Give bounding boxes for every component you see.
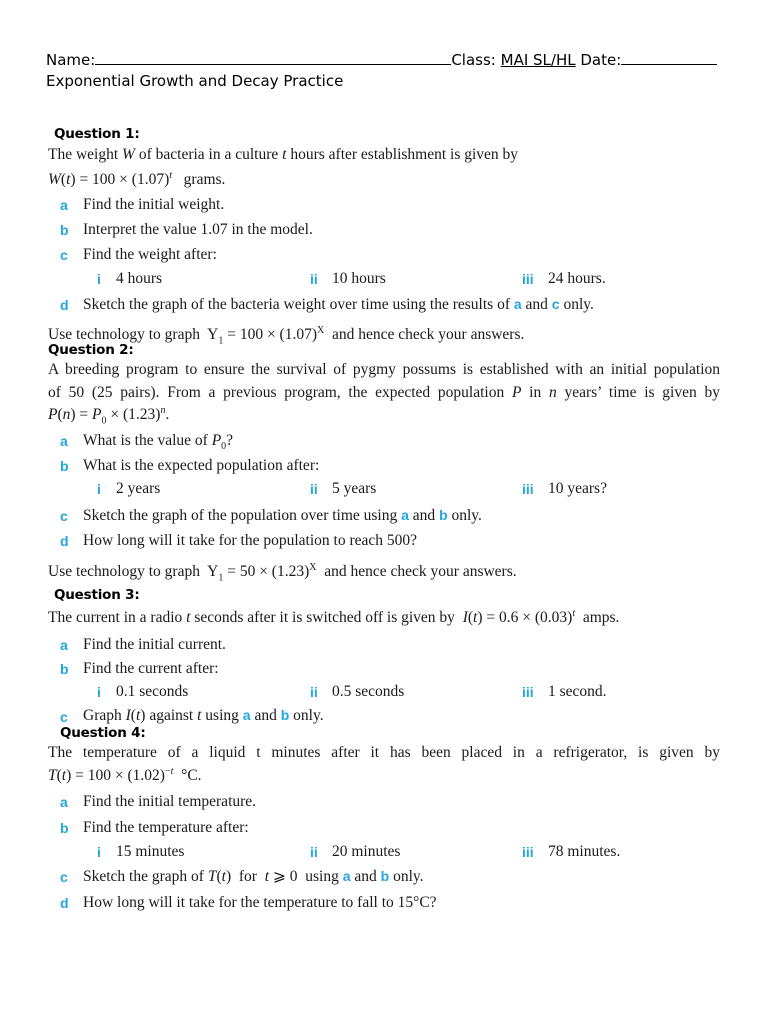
q2-stem-line2: of 50 (25 pairs). From a previous program, the expected population P in n years’ time is given by (48, 384, 720, 401)
q4-d-label: d (60, 895, 69, 911)
q4-stem-line2: $T(t) = 100 \times (1.02)^{-t}$ °C. (48, 766, 202, 785)
q1-c-i-text: 4 hours (116, 270, 163, 287)
q4-c-label: c (60, 869, 68, 885)
q2-stem-line1: A breeding program to ensure the survival of pygmy possums is established with an initial population (48, 361, 720, 378)
q3-a-label: a (60, 637, 68, 653)
q2-c-text: Sketch the graph of the population over time using a and b only. (83, 507, 482, 524)
q3-b-label: b (60, 661, 69, 677)
q1-c-i-label: i (97, 271, 101, 287)
q4-stem-line1: The temperature of a liquid t minutes after it has been placed in a refrigerator, is given by (48, 744, 720, 761)
q4-b-text: Find the temperature after: (83, 819, 249, 836)
q3-b-i-text: 0.1 seconds (116, 683, 189, 700)
header-row (46, 50, 717, 69)
q1-stem-line2: $W(t) = 100 \times (1.07)^t$ grams. (48, 170, 226, 189)
q4-b-iii-text: 78 minutes. (548, 843, 621, 860)
q2-d-label: d (60, 533, 69, 549)
q2-c-label: c (60, 508, 68, 524)
q2-b-ii-text: 5 years (332, 480, 377, 497)
q1-stem-line1: The weight W of bacteria in a culture t hours after establishment is given by (48, 146, 519, 163)
q4-b-label: b (60, 820, 69, 836)
q4-a-label: a (60, 794, 68, 810)
q2-a-label: a (60, 433, 68, 449)
class-value: MAI SL/HL (500, 51, 576, 69)
date-label: Date: (580, 51, 622, 69)
q1-b-text: Interpret the value 1.07 in the model. (83, 221, 313, 238)
q3-c-text: Graph I(t) against t using a and b only. (83, 707, 324, 724)
q4-b-ii-label: ii (310, 844, 318, 860)
q3-stem-line1: The current in a radio t seconds after it is switched off is given by $I(t) = 0.6 \times (0.03)^t$ amps. (48, 608, 620, 627)
class-label: Class: (451, 51, 496, 69)
name-blank (95, 50, 451, 65)
q2-technology-line: Use technology to graph $Y_1 = 50 \times (1.23)^X$ and hence check your answers. (48, 562, 517, 584)
q3-b-i-label: i (97, 684, 101, 700)
q2-b-i-label: i (97, 481, 101, 497)
page-title: Exponential Growth and Decay Practice (46, 72, 344, 90)
q3-b-ii-label: ii (310, 684, 318, 700)
question-4-heading: Question 4: (60, 725, 146, 741)
q1-technology-line: Use technology to graph $Y_1 = 100 \times (1.07)^X$ and hence check your answers. (48, 325, 525, 347)
q1-c-ii-text: 10 hours (332, 270, 386, 287)
question-2-heading: Question 2: (48, 342, 134, 358)
q2-b-iii-label: iii (522, 481, 534, 497)
q4-b-ii-text: 20 minutes (332, 843, 401, 860)
q2-stem-line3: $P(n) = P_0 \times (1.23)^n$. (48, 405, 170, 427)
q2-a-text: What is the value of $P_0$? (83, 432, 234, 453)
q4-c-text: Sketch the graph of T(t) for t ⩾ 0 using a and b only. (83, 868, 424, 885)
question-3-heading: Question 3: (54, 587, 140, 603)
q1-a-label: a (60, 197, 68, 213)
q4-a-text: Find the initial temperature. (83, 793, 257, 810)
q4-b-i-text: 15 minutes (116, 843, 185, 860)
q3-b-text: Find the current after: (83, 660, 219, 677)
q3-a-text: Find the initial current. (83, 636, 226, 653)
q1-b-label: b (60, 222, 69, 238)
q3-c-label: c (60, 709, 68, 725)
q4-b-i-label: i (97, 844, 101, 860)
q2-b-label: b (60, 458, 69, 474)
q1-c-iii-label: iii (522, 271, 534, 287)
question-1-heading: Question 1: (54, 126, 140, 142)
q1-c-label: c (60, 247, 68, 263)
q4-b-iii-label: iii (522, 844, 534, 860)
name-label: Name: (46, 51, 96, 69)
date-blank (621, 50, 717, 65)
q2-b-iii-text: 10 years? (548, 480, 607, 497)
q1-a-text: Find the initial weight. (83, 196, 225, 213)
q1-c-ii-label: ii (310, 271, 318, 287)
q2-b-text: What is the expected population after: (83, 457, 320, 474)
q2-d-text: How long will it take for the population to reach 500? (83, 532, 418, 549)
q2-b-i-text: 2 years (116, 480, 161, 497)
q2-b-ii-label: ii (310, 481, 318, 497)
q1-c-iii-text: 24 hours. (548, 270, 606, 287)
q3-b-iii-label: iii (522, 684, 534, 700)
q1-d-label: d (60, 297, 69, 313)
q3-b-ii-text: 0.5 seconds (332, 683, 405, 700)
q4-d-text: How long will it take for the temperature to fall to 15°C? (83, 894, 437, 911)
q1-d-text: Sketch the graph of the bacteria weight over time using the results of a and c only. (83, 296, 594, 313)
q3-b-iii-text: 1 second. (548, 683, 607, 700)
q1-c-text: Find the weight after: (83, 246, 217, 263)
